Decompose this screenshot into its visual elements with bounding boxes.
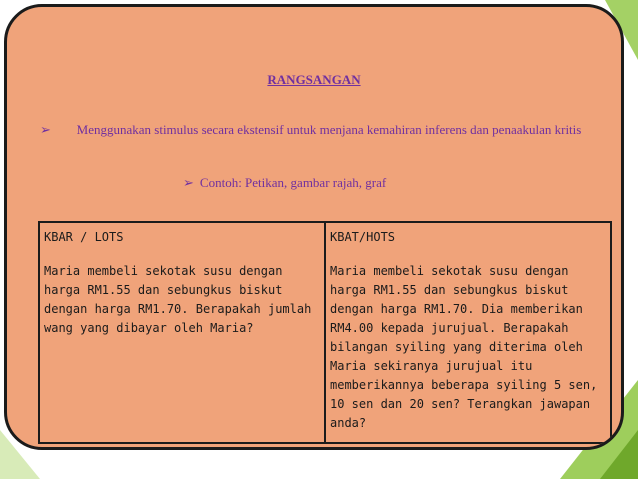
- column-header: KBAR / LOTS: [44, 230, 124, 244]
- table-cell-hots: [325, 222, 611, 443]
- table-cell-lots: [39, 222, 325, 443]
- question-text: Maria membeli sekotak susu dengan harga RM1.55 dan sebungkus biskut dengan harga RM1.70. Berapakah jumlah wang yang dibayar oleh Maria?: [44, 264, 312, 335]
- arrow-bullet-icon: ➢: [183, 175, 194, 190]
- column-header: KBAT/HOTS: [330, 230, 396, 244]
- slide-heading: RANGSANGAN: [267, 72, 361, 87]
- comparison-table: [38, 221, 612, 444]
- question-text: Maria membeli sekotak susu dengan harga RM1.55 dan sebungkus biskut dengan harga RM1.70. Dia memberikan RM4.00 kepada jurujual. Berapakah bilangan syiling yang diterima oleh Maria sekiranya jurujual itu memberikannya beberapa syiling 5 sen, 10 sen dan 20 sen? Terangkan jawapan anda?: [330, 264, 598, 430]
- bullet-stimulus: [40, 121, 600, 139]
- arrow-bullet-icon: ➢: [40, 122, 51, 137]
- bullet-text: Contoh: Petikan, gambar rajah, graf: [199, 175, 387, 190]
- table-row: [39, 222, 611, 443]
- bullet-examples: [183, 174, 386, 192]
- slide-card: [4, 4, 624, 450]
- bullet-text: Menggunakan stimulus secara ekstensif untuk menjana kemahiran inferens dan penaakulan kritis: [76, 122, 582, 137]
